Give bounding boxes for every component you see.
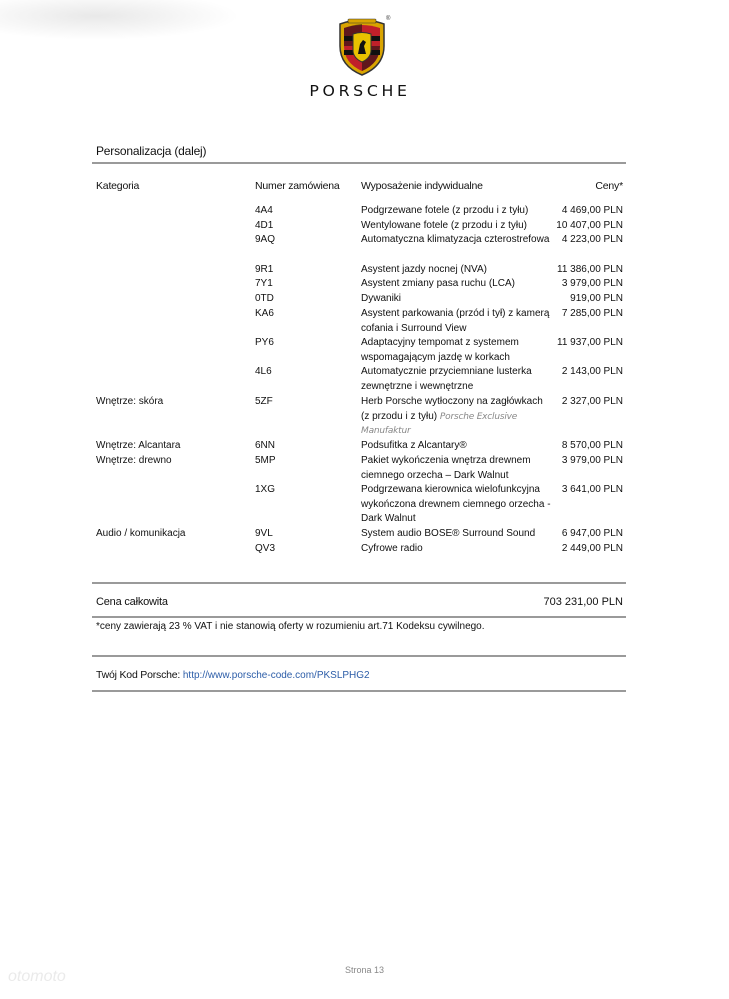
exclusive-manufaktur-label: Porsche Exclusive Manufaktur: [361, 411, 518, 437]
row-price: 7 285,00 PLN: [561, 308, 623, 319]
row-price: 2 327,00 PLN: [561, 396, 623, 407]
header-category: Kategoria: [96, 180, 140, 192]
total-label: Cena całkowita: [96, 596, 168, 608]
vat-note: *ceny zawierają 23 % VAT i nie stanowią oferty w rozumieniu art.71 Kodeksu cywilnego.: [96, 621, 485, 632]
scan-smudge: [0, 0, 240, 40]
row-code: 4D1: [255, 220, 274, 231]
row-price: 8 570,00 PLN: [561, 440, 623, 451]
row-price: 4 223,00 PLN: [561, 234, 623, 245]
row-price: 10 407,00 PLN: [556, 220, 623, 231]
porsche-code-link[interactable]: http://www.porsche-code.com/PKSLPHG2: [182, 670, 370, 681]
row-category: Audio / komunikacja: [96, 528, 186, 539]
row-price: 3 979,00 PLN: [561, 455, 623, 466]
row-code: 7Y1: [255, 278, 273, 289]
row-price: 11 937,00 PLN: [557, 337, 623, 348]
row-description: Wentylowane fotele (z przodu i z tyłu): [361, 220, 528, 231]
row-price: 4 469,00 PLN: [561, 205, 623, 216]
page-number: Strona 13: [344, 965, 385, 975]
divider-code-bottom: [92, 690, 626, 692]
row-description-text: Herb Porsche wytłoczony na zagłówkach (z przodu i z tyłu): [361, 396, 543, 422]
row-description: System audio BOSE® Surround Sound: [361, 528, 536, 539]
divider-top: [92, 162, 626, 164]
porsche-code-label: Twój Kod Porsche:: [96, 669, 181, 681]
row-description: [361, 395, 551, 439]
row-code: 6NN: [255, 440, 276, 451]
row-code: 1XG: [255, 484, 276, 495]
row-price: 2 143,00 PLN: [561, 366, 623, 377]
row-code: KA6: [255, 308, 274, 319]
row-description: Adaptacyjny tempomat z systemem wspomagającym jazdę w korkach: [361, 337, 519, 363]
row-code: 9AQ: [255, 234, 276, 245]
row-description: Asystent jazdy nocnej (NVA): [361, 264, 487, 275]
header-equipment: Wyposażenie indywidualne: [361, 180, 483, 192]
registered-mark: ®: [386, 16, 391, 22]
row-category: Wnętrze: Alcantara: [96, 440, 181, 451]
row-category: Wnętrze: skóra: [96, 396, 164, 407]
row-description: Cyfrowe radio: [361, 543, 423, 554]
row-price: 11 386,00 PLN: [557, 264, 623, 275]
porsche-logo: [280, 14, 440, 102]
row-code: 9R1: [255, 264, 274, 275]
row-code: 4A4: [255, 205, 273, 216]
row-code: 5MP: [255, 455, 276, 466]
watermark: otomoto: [8, 968, 66, 985]
row-price: 919,00 PLN: [570, 293, 623, 304]
row-code: 9VL: [255, 528, 273, 539]
row-description: Dywaniki: [361, 293, 402, 304]
row-price: 3 641,00 PLN: [561, 484, 623, 495]
porsche-code-row: [96, 669, 370, 681]
row-price: 2 449,00 PLN: [561, 543, 623, 554]
row-category: Wnętrze: drewno: [96, 455, 172, 466]
row-description: Pakiet wykończenia wnętrza drewnem ciemnego orzecha – Dark Walnut: [361, 455, 531, 481]
porsche-wordmark: PORSCHE: [309, 82, 411, 100]
divider-total-top: [92, 582, 626, 584]
row-code: QV3: [255, 543, 276, 554]
row-code: 4L6: [255, 366, 272, 377]
divider-code-top: [92, 655, 626, 657]
row-description: Automatycznie przyciemniane lusterka zewnętrzne i wewnętrzne: [361, 366, 532, 392]
section-title: Personalizacja (dalej): [96, 144, 207, 158]
total-value: 703 231,00 PLN: [543, 596, 623, 608]
row-price: 6 947,00 PLN: [561, 528, 623, 539]
row-code: 5ZF: [255, 396, 273, 407]
row-description: Podsufitka z Alcantary®: [361, 440, 467, 451]
row-code: 0TD: [255, 293, 274, 304]
divider-total-bottom: [92, 616, 626, 618]
porsche-crest-icon: [338, 16, 386, 76]
row-price: 3 979,00 PLN: [561, 278, 623, 289]
row-description: Podgrzewana kierownica wielofunkcyjna wykończona drewnem ciemnego orzecha - Dark Walnut: [361, 484, 551, 525]
header-order-number: Numer zamówiena: [255, 180, 340, 192]
header-price: Ceny*: [595, 180, 623, 192]
row-description: Automatyczna klimatyzacja czterostrefowa: [361, 234, 550, 245]
row-code: PY6: [255, 337, 274, 348]
row-description: Asystent zmiany pasa ruchu (LCA): [361, 278, 515, 289]
row-description: Asystent parkowania (przód i tył) z kamerą cofania i Surround View: [361, 308, 550, 334]
row-description: Podgrzewane fotele (z przodu i z tyłu): [361, 205, 529, 216]
